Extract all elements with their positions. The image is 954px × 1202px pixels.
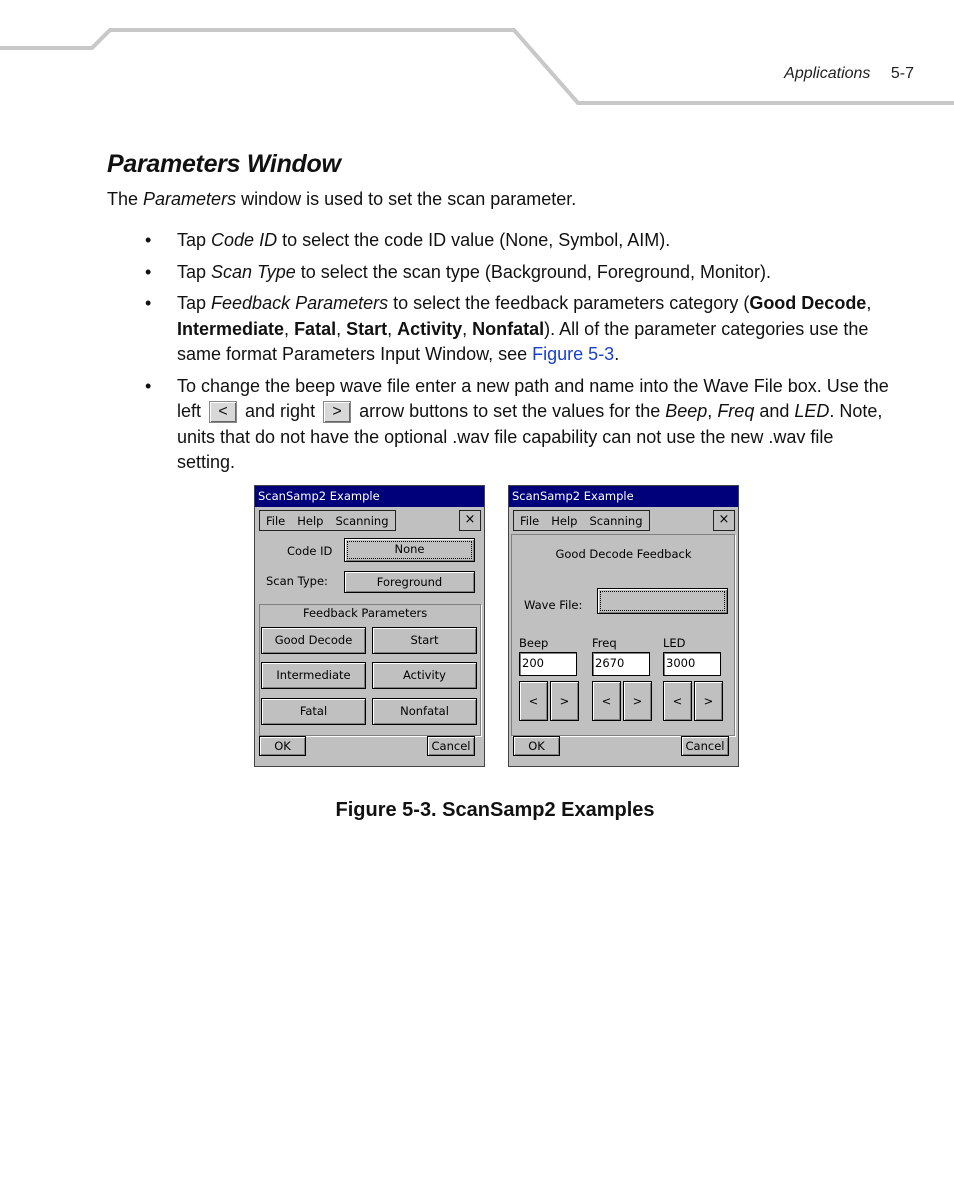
wave-file-label: Wave File: bbox=[524, 598, 583, 612]
section-name: Applications bbox=[784, 65, 871, 82]
led-left-button[interactable]: < bbox=[663, 681, 692, 721]
led-right-button[interactable]: > bbox=[694, 681, 723, 721]
feedback-heading: Good Decode Feedback bbox=[555, 547, 692, 561]
page-number: 5-7 bbox=[890, 65, 914, 82]
ok-button[interactable]: OK bbox=[513, 736, 560, 756]
window-title: ScanSamp2 Example bbox=[509, 486, 738, 507]
good-decode-button[interactable]: Good Decode bbox=[261, 627, 366, 654]
bullet-list bbox=[145, 228, 890, 482]
intermediate-button[interactable]: Intermediate bbox=[261, 662, 366, 689]
wave-file-input[interactable] bbox=[597, 588, 728, 614]
nonfatal-button[interactable]: Nonfatal bbox=[372, 698, 477, 725]
scansamp-parameters-window bbox=[254, 485, 485, 767]
window-title: ScanSamp2 Example bbox=[255, 486, 484, 507]
intro-paragraph: The Parameters window is used to set the scan parameter. bbox=[107, 189, 577, 209]
freq-input[interactable]: 2670 bbox=[592, 652, 650, 676]
bullet-code-id: • Tap Code ID to select the code ID value (None, Symbol, AIM). bbox=[145, 230, 671, 250]
freq-right-button[interactable]: > bbox=[623, 681, 652, 721]
led-input[interactable]: 3000 bbox=[663, 652, 721, 676]
figure-caption: Figure 5-3. ScanSamp2 Examples bbox=[335, 799, 655, 821]
bullet-wave-file: • To change the beep wave file enter a new path and name into the Wave File box. Use the left < and right > arrow buttons to set the values for the Beep, Freq and LED. Note, units that do not have the optional .wav file capability can not use the new .wav file setting. bbox=[145, 375, 889, 472]
scan-type-button[interactable]: Foreground bbox=[344, 571, 475, 593]
cancel-button[interactable]: Cancel bbox=[681, 736, 729, 756]
left-arrow-glyph: < bbox=[209, 401, 237, 423]
led-label: LED bbox=[663, 636, 686, 650]
cancel-button[interactable]: Cancel bbox=[427, 736, 475, 756]
menu-scanning[interactable]: Scanning bbox=[335, 513, 389, 528]
code-id-button[interactable]: None bbox=[344, 538, 475, 562]
good-decode-feedback-window bbox=[508, 485, 739, 767]
start-button[interactable]: Start bbox=[372, 627, 477, 654]
menu-file[interactable]: File bbox=[520, 513, 540, 528]
right-arrow-glyph: > bbox=[323, 401, 351, 423]
feedback-group-label: Feedback Parameters bbox=[303, 606, 428, 620]
menu-bar bbox=[511, 509, 736, 531]
bullet-scan-type: • Tap Scan Type to select the scan type (Background, Foreground, Monitor). bbox=[145, 261, 771, 282]
section-heading: Parameters Window bbox=[107, 150, 341, 178]
beep-left-button[interactable]: < bbox=[519, 681, 548, 721]
beep-right-button[interactable]: > bbox=[550, 681, 579, 721]
freq-left-button[interactable]: < bbox=[592, 681, 621, 721]
menu-help[interactable]: Help bbox=[551, 513, 578, 528]
menu-bar bbox=[257, 509, 482, 531]
scan-type-label: Scan Type: bbox=[266, 574, 328, 588]
code-id-label: Code ID bbox=[287, 544, 333, 558]
close-icon[interactable]: × bbox=[459, 510, 481, 531]
menu-file[interactable]: File bbox=[266, 513, 286, 528]
menu-help[interactable]: Help bbox=[297, 513, 324, 528]
beep-label: Beep bbox=[519, 636, 549, 650]
figure-link[interactable]: Figure 5-3 bbox=[532, 344, 615, 364]
freq-label: Freq bbox=[592, 636, 617, 650]
ok-button[interactable]: OK bbox=[259, 736, 306, 756]
header-rule bbox=[0, 0, 954, 110]
activity-button[interactable]: Activity bbox=[372, 662, 477, 689]
beep-input[interactable]: 200 bbox=[519, 652, 577, 676]
fatal-button[interactable]: Fatal bbox=[261, 698, 366, 725]
running-header bbox=[784, 65, 914, 83]
close-icon[interactable]: × bbox=[713, 510, 735, 531]
bullet-feedback: • Tap Feedback Parameters to select the feedback parameters category (Good Decode, Intermediate, Fatal, Start, Activity, Nonfatal). All of the parameter categories use the same format Parameters Input Window, see Figure 5-3. bbox=[145, 293, 872, 364]
menu-scanning[interactable]: Scanning bbox=[589, 513, 643, 528]
